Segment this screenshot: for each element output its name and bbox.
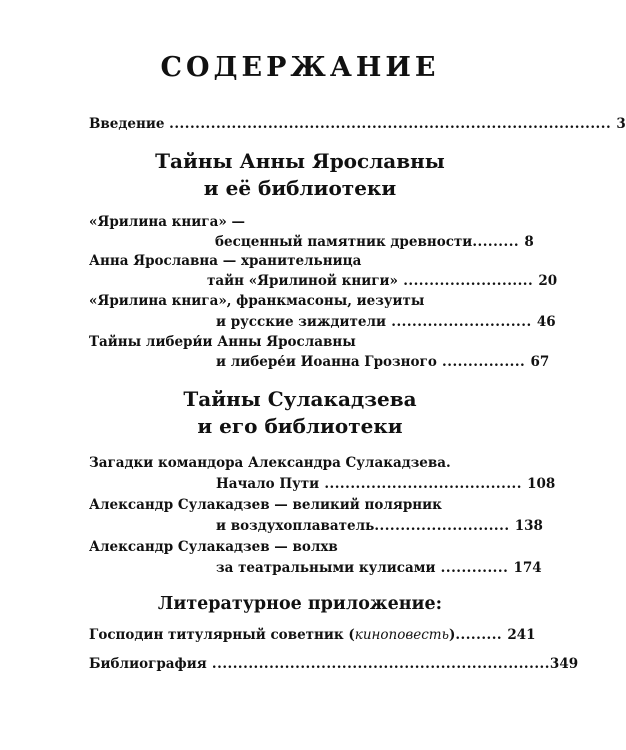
leader-dots: ........................... <box>386 314 537 330</box>
page-number: 46 <box>536 314 556 330</box>
leader-dots: ..................................................................................... <box>169 116 617 132</box>
toc-entry-cont[interactable]: Начало Пути ...................................... 108 <box>216 476 556 492</box>
page-number: 241 <box>507 627 536 643</box>
section-heading-2: Тайны Сулакадзева и его библиотеки <box>183 387 417 438</box>
toc-entry-intro[interactable] <box>89 116 626 132</box>
toc-entry-cont[interactable]: тайн «Ярилиной книги» ......................... 20 <box>207 273 558 289</box>
toc-entry-cont[interactable]: и русские зиждители ........................... 46 <box>216 314 556 330</box>
leader-dots: ......... <box>472 234 525 250</box>
toc-entry[interactable]: Александр Сулакадзев — великий полярник <box>89 497 442 513</box>
page-number: 349 <box>549 656 579 672</box>
toc-entry[interactable]: Анна Ярославна — хранительница <box>89 253 362 269</box>
page-number: 3 <box>616 116 626 132</box>
toc-entry[interactable]: Тайны либери́и Анны Ярославны <box>89 334 356 350</box>
appendix-heading: Литературное приложение: <box>157 594 443 614</box>
toc-entry[interactable]: «Ярилина книга» — <box>89 214 245 230</box>
toc-entry-cont[interactable]: бесценный памятник древности......... 8 <box>215 234 534 250</box>
leader-dots: .......................... <box>374 518 515 534</box>
leader-dots: ......................... <box>398 273 539 289</box>
entry-note: киноповесть <box>354 627 449 643</box>
page-number: 8 <box>524 234 534 250</box>
toc-entry-cont[interactable]: и либере́и Иоанна Грозного ................ 67 <box>216 354 550 370</box>
page-number: 67 <box>530 354 550 370</box>
page-number: 174 <box>513 560 542 576</box>
page-number: 20 <box>538 273 558 289</box>
toc-entry[interactable]: «Ярилина книга», франкмасоны, иезуиты <box>89 293 425 309</box>
leader-dots: ............. <box>435 560 514 576</box>
page-title: СОДЕРЖАНИЕ <box>160 52 440 83</box>
toc-entry[interactable]: Александр Сулакадзев — волхв <box>89 539 338 555</box>
toc-entry-cont[interactable]: и воздухоплаватель.......................... 138 <box>216 518 543 534</box>
section-heading-1: Тайны Анны Ярославны и её библиотеки <box>155 149 445 200</box>
leader-dots: ................................................................. <box>206 656 550 672</box>
leader-dots: ...................................... <box>319 476 528 492</box>
entry-label: Введение <box>89 116 165 132</box>
page-number: 138 <box>514 518 543 534</box>
toc-entry-cont[interactable]: за театральными кулисами ............. 174 <box>216 560 542 576</box>
toc-entry-bibliography[interactable]: Библиография .................................................................349 <box>89 656 579 672</box>
leader-dots: ......... <box>455 627 508 643</box>
toc-entry[interactable]: Загадки командора Александра Сулакадзева. <box>89 455 451 471</box>
toc-entry-appendix[interactable]: Господин титулярный советник (киноповесть)......... 241 <box>89 627 536 643</box>
leader-dots: ................ <box>436 354 531 370</box>
page-number: 108 <box>527 476 556 492</box>
